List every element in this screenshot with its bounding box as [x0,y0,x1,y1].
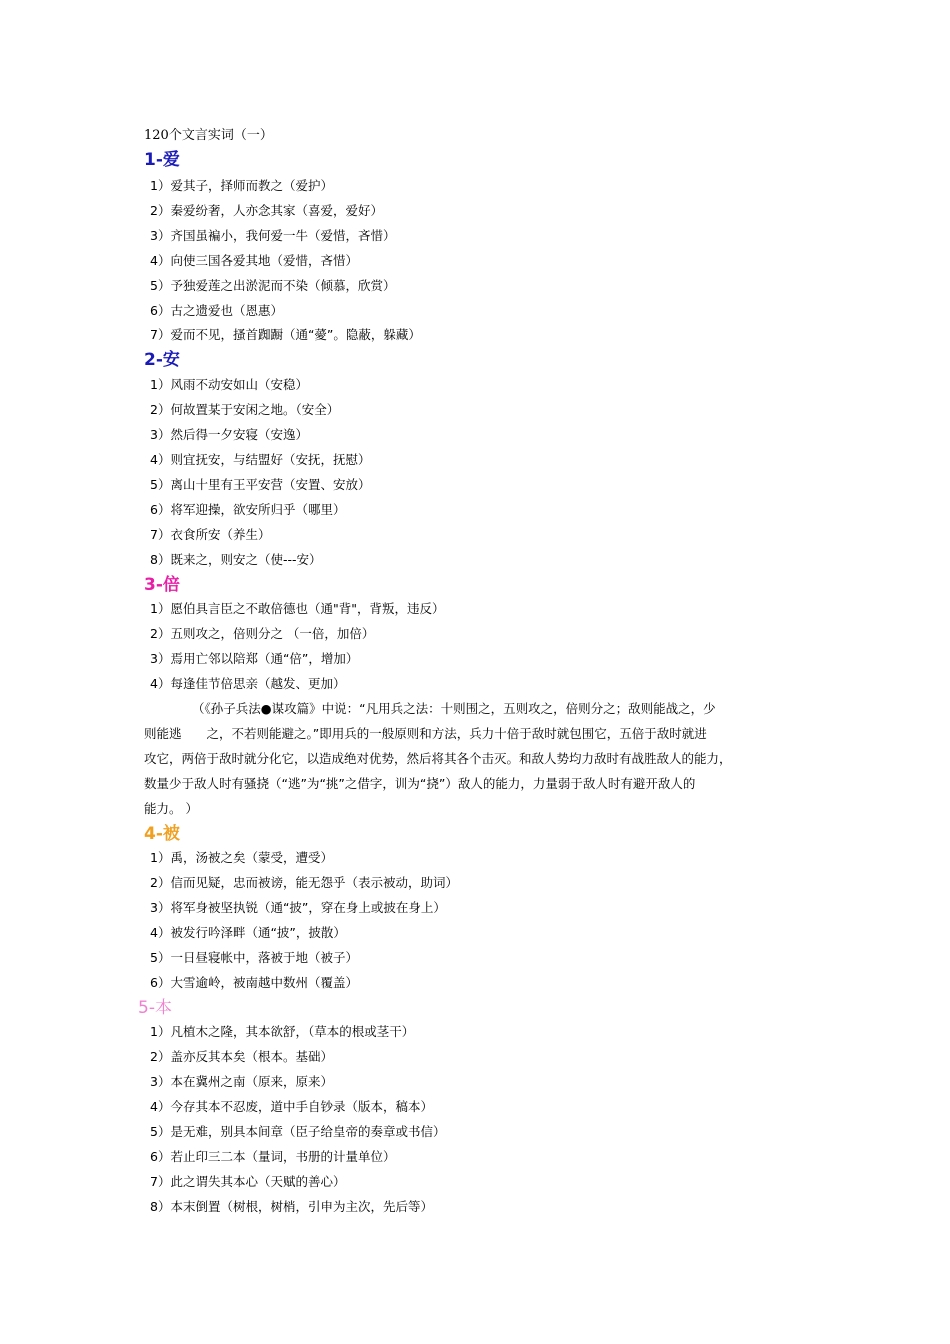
explanatory-note [144,696,810,821]
list-item: 4）每逢佳节倍思亲（越发、更加） [150,676,346,691]
list-item: 1）凡植木之隆，其本欲舒，（草本的根或茎干） [150,1024,415,1039]
list-item: 1）风雨不动安如山（安稳） [150,377,308,392]
list-item: 8）既来之，则安之（使---安） [150,552,322,567]
note-line: （《孙子兵法●谋攻篇》中说：“凡用兵之法：十则围之，五则攻之，倍则分之；敌则能战之，少 [192,701,716,716]
list-item: 3）齐国虽褊小，我何爱一牛（爱惜，吝惜） [150,228,396,243]
list-item: 7）此之谓失其本心（天赋的善心） [150,1174,346,1189]
list-item: 5）予独爱莲之出淤泥而不染（倾慕，欣赏） [150,278,396,293]
list-item: 2）五则攻之，倍则分之 （一倍，加倍） [150,626,375,641]
list-item: 2）信而见疑，忠而被谤，能无怨乎（表示被动，助词） [150,875,458,890]
section-heading: 4-被 [144,824,180,844]
list-item: 5）一日昼寝帐中，落被于地（被子） [150,950,358,965]
list-item: 8）本末倒置（树根，树梢，引申为主次，先后等） [150,1199,433,1214]
list-item: 4）则宜抚安，与结盟好（安抚，抚慰） [150,452,371,467]
note-line: 能力。 ） [144,801,198,816]
section-heading: 2-安 [144,350,180,370]
list-item: 3）然后得一夕安寝（安逸） [150,427,308,442]
list-item: 4）今存其本不忍废，道中手自钞录（版本，稿本） [150,1099,433,1114]
list-item: 1）爱其子，择师而教之（爱护） [150,178,333,193]
list-item: 1）愿伯具言臣之不敢倍德也（通"背"，背叛，违反） [150,601,445,616]
list-item: 3）本在冀州之南（原来，原来） [150,1074,333,1089]
list-item: 1）禹，汤被之矣（蒙受，遭受） [150,850,333,865]
list-item: 6）古之遗爱也（恩惠） [150,303,283,318]
list-item: 4）被发行吟泽畔（通“披”，披散） [150,925,346,940]
list-item: 2）何故置某于安闲之地。（安全） [150,402,340,417]
list-item: 3）焉用亡邻以陪郑（通“倍”，增加） [150,651,359,666]
list-item: 5）是无难，别具本间章（臣子给皇帝的奏章或书信） [150,1124,446,1139]
section-heading: 3-倍 [144,575,180,595]
section-heading: 5-本 [138,998,172,1018]
list-item: 2）盖亦反其本矣（根本。基础） [150,1049,333,1064]
list-item: 6）将军迎操，欲安所归乎（哪里） [150,502,346,517]
list-item: 3）将军身被坚执锐（通“披”，穿在身上或披在身上） [150,900,446,915]
note-line: 则能逃 之，不若则能避之。”即用兵的一般原则和方法，兵力十倍于敌时就包围它，五倍于敌时就进 [144,726,707,741]
page-title: 120个文言实词（一） [144,128,273,143]
list-item: 7）爱而不见，搔首踟蹰（通“薆”。隐蔽，躲藏） [150,327,421,342]
list-item: 7）衣食所安（养生） [150,527,271,542]
list-item: 5）离山十里有王平安营（安置、安放） [150,477,371,492]
list-item: 6）大雪逾岭，被南越中数州（覆盖） [150,975,358,990]
list-item: 6）若止印三二本（量词，书册的计量单位） [150,1149,396,1164]
list-item: 4）向使三国各爱其地（爱惜，吝惜） [150,253,358,268]
list-item: 2）秦爱纷奢，人亦念其家（喜爱，爱好） [150,203,383,218]
note-line: 攻它，两倍于敌时就分化它，以造成绝对优势，然后将其各个击灭。和敌人势均力敌时有战胜敌人的能力， [144,751,732,766]
note-line: 数量少于敌人时有骚挠（“逃”为“挑”之借字，训为“挠”）敌人的能力，力量弱于敌人时有避开敌人的 [144,776,696,791]
section-heading: 1-爱 [144,150,180,170]
